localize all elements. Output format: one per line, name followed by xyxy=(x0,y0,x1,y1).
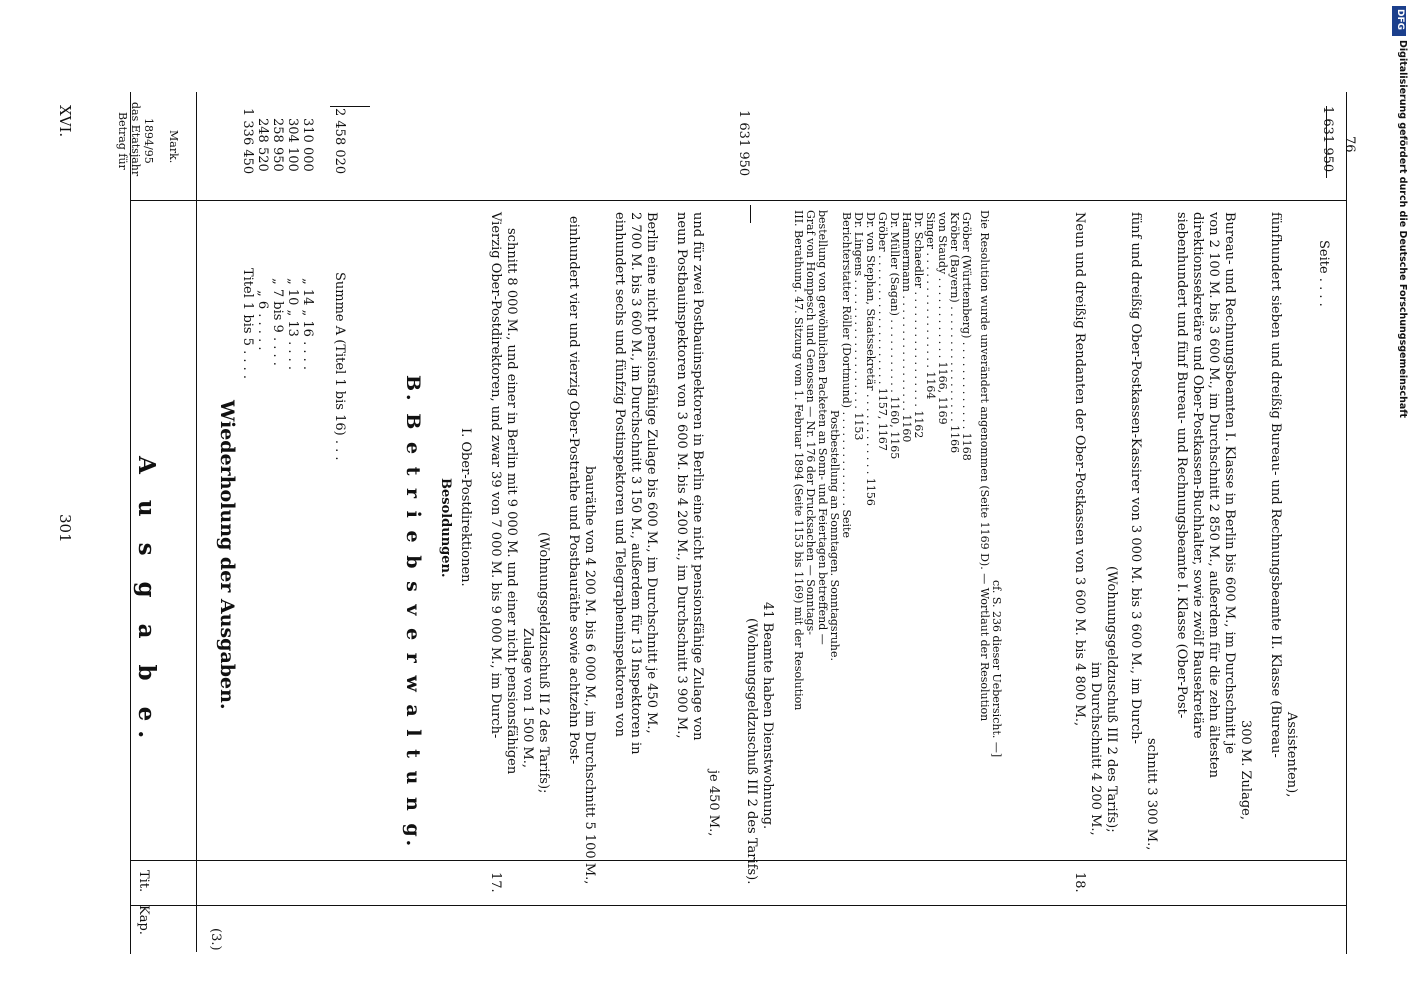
col-header-betrag-unit: Mark. xyxy=(167,130,180,164)
t17-dienstwohnung: 41 Beamte haben Dienstwohnung. xyxy=(760,602,775,830)
t18-line-4: fünf und dreißig Ober-Postkassen-Kassirer von 3 000 M. bis 3 600 M., im Durch- xyxy=(1128,212,1143,744)
kap-number: (3.) xyxy=(208,928,223,951)
note-line-8: Gröber . . . . . . . . . . . . . . . . . . . 1157, 1167 xyxy=(876,212,889,451)
t17-sum-value: 1 631 950 xyxy=(736,110,751,177)
recap-sum-rule xyxy=(330,106,370,107)
note-line-11: Dr. Schaedler . . . . . . . . . . . . . . . . . 1162 xyxy=(912,212,925,439)
t18-line-12: Assistenten), xyxy=(1284,712,1299,798)
recap-value-5: 310 000 xyxy=(300,118,315,172)
tit-18: 18. xyxy=(1072,872,1087,893)
title-recap: Wiederholung der Ausgaben. xyxy=(216,400,238,710)
footer-carry-tit: 76 xyxy=(1342,136,1357,153)
note-line-6: Dr. Lingens . . . . . . . . . . . . . . . . . . . 1153 xyxy=(852,212,865,441)
note-line-14: Kröber (Bayern) . . . . . . . . . . . . . . . . . 1166 xyxy=(948,212,961,454)
rule-tit-column xyxy=(130,905,1346,906)
col-header-tit: Tit. xyxy=(136,870,151,893)
section-b-besoldungen: Besoldungen. xyxy=(438,478,453,578)
digitization-note: Digitalisierung gefördert durch die Deutsche Forschungsgemeinschaft xyxy=(1397,40,1408,418)
t18-line-7: direktionssekretäre und Ober-Postkassen-Buchhalter, sowie zwölf Bausekretäre xyxy=(1190,212,1205,739)
recap-label-5: „ 14 „ 16 . . . . xyxy=(300,278,315,371)
tit-17: 17. xyxy=(488,872,503,893)
t17-line-1: Vierzig Ober-Postdirektoren, und zwar 39 von 7 000 M. bis 9 000 M., im Durch- xyxy=(488,212,503,739)
t17-wohnungsgeld: (Wohnungsgeldzuschuß III 2 des Tarifs). xyxy=(744,618,759,885)
t17-line-12: je 450 M., xyxy=(706,770,721,837)
t18-line-8: von 2 100 M. bis 3 600 M., im Durchschnitt 2 850 M., außerdem für die zehn ältesten xyxy=(1206,212,1221,778)
rule-betrag-column xyxy=(130,200,1346,201)
t18-line-3: (Wohnungsgeldzuschuß III 2 des Tarifs); xyxy=(1104,566,1119,833)
title-ausgabe: A u s g a b e. xyxy=(133,456,160,748)
t18-line-1: Neun und dreißig Rendanten der Ober-Postkassen von 3 600 M. bis 4 800 M., xyxy=(1072,212,1087,727)
note-line-13: von Staudy . . . . . . . . . . . . 1166, 1169 xyxy=(936,212,949,425)
page-number: 301 xyxy=(56,514,74,543)
note-line-5: Berichterstatter Röller (Dortmund) . . . . . . . . . . . . . . Seite xyxy=(840,212,853,538)
recap-sum-value: 2 458 020 xyxy=(332,108,347,175)
frame-line-left xyxy=(130,92,131,954)
section-b-sub-title: I. Ober-Postdirektionen. xyxy=(458,428,473,587)
t17-line-11: und für zwei Postbauinspektoren in Berlin eine nicht pensionsfähige Zulage von xyxy=(690,212,705,741)
recap-sum-label: Summe A (Titel 1 bis 16) . . . xyxy=(332,272,347,461)
frame-line-right xyxy=(1346,92,1347,954)
t17-line-2: schnitt 8 000 M., und einer in Berlin mit 9 000 M. und einer nicht pensionsfähigen xyxy=(504,228,519,775)
t17-line-4: (Wohnungsgeldzuschuß II 2 des Tarifs); xyxy=(536,532,551,794)
frame-line-header xyxy=(196,92,197,952)
note-line-3: bestellung von gewöhnlichen Packeten an Sonn- und Feiertagen betreffend — xyxy=(816,210,829,645)
t17-line-6: bauräthe von 4 200 M. bis 6 000 M., im Durchschnitt 5 100 M., xyxy=(582,466,597,885)
col-header-betrag-2: das Etatsjahr xyxy=(129,102,142,177)
note-line-4: Postbestellung an Sonntagen. Sonntagsruhe. xyxy=(828,410,841,662)
col-header-kap: Kap. xyxy=(136,905,151,935)
recap-label-2: „ 6 . . . . . xyxy=(255,290,270,351)
section-b-heading: B. B e t r i e b s v e r w a l t u n g. xyxy=(402,375,424,850)
section-roman: XVI. xyxy=(56,105,74,138)
recap-label-4: „ 10 „ 13 . . . . xyxy=(285,278,300,371)
t18-line-11: fünfhundert sieben und dreißig Bureau- und Rechnungsbeamte II. Klasse (Bureau- xyxy=(1268,212,1283,758)
note-line-7: Dr. von Stephan, Staatssekretär . . . . . . . . . . . . 1156 xyxy=(864,212,877,506)
note-line-15: Gröber (Württemberg) . . . . . . . . . . . . . 1168 xyxy=(960,212,973,461)
t17-line-10: neun Postbauinspektoren von 3 600 M. bis 4 200 M., im Durchschnitt 3 900 M., xyxy=(674,212,689,739)
note-line-10: Hammermann . . . . . . . . . . . . . . . . . 1160 xyxy=(900,212,913,443)
t17-line-7: einhundert sechs und fünfzig Postinspektoren und Telegrapheninspektoren von xyxy=(612,212,627,737)
note-line-1: III. Berathung. 47. Sitzung vom 1. Februar 1894 (Seite 1153 bis 1169) mit der Resolution xyxy=(792,210,805,711)
note-line-12: Singer . . . . . . . . . . . . . . . . . 1164 xyxy=(924,212,937,400)
t18-line-5: schnitt 3 300 M., xyxy=(1144,738,1159,851)
rule-text-column xyxy=(130,860,1346,861)
footer-seite-label: Seite . . . . xyxy=(1316,240,1331,307)
recap-label-1: Titel 1 bis 5 . . . . xyxy=(240,268,255,380)
digitization-sidebar xyxy=(1395,6,1408,418)
col-header-betrag-1: Betrag für xyxy=(116,112,129,170)
t17-sum-rule xyxy=(750,205,751,223)
note-line-2: Graf von Hompesch und Genossen — Nr. 176 der Drucksachen — Sonntags- xyxy=(804,210,817,635)
t18-line-10: 300 M. Zulage, xyxy=(1238,720,1253,820)
col-header-betrag-3: 1894/95 xyxy=(142,118,155,164)
recap-label-3: „ 7 bis 9 . . . . xyxy=(270,278,285,366)
t17-line-8: 2 700 M. bis 3 600 M., im Durchschnitt 3 150 M., außerdem für 13 Inspektoren in xyxy=(628,212,643,755)
recap-value-1: 1 336 450 xyxy=(240,108,255,175)
footer-carry-value: 1 631 950 xyxy=(1320,106,1335,173)
t17-line-3: Zulage von 1 500 M., xyxy=(520,628,535,769)
note-line-17: cf. S. 236 dieser Uebersicht. —] xyxy=(990,580,1003,758)
note-line-9: Dr. Müller (Sagan) . . . . . . . . . . . 1160, 1165 xyxy=(888,212,901,460)
t17-line-5: einhundert vier und vierzig Ober-Postrathe und Postbauräthe sowie achtzehn Post- xyxy=(566,216,581,765)
recap-value-3: 258 950 xyxy=(270,118,285,172)
t17-line-9: Berlin eine nicht pensionsfähige Zulage bis 600 M., im Durchschnitt je 450 M., xyxy=(644,212,659,734)
recap-value-4: 304 100 xyxy=(285,118,300,172)
t18-line-6: siebenhundert und fünf Bureau- und Rechnungsbeamte I. Klasse (Ober-Post- xyxy=(1174,212,1189,719)
note-line-16: Die Resolution wurde unverändert angenommen (Seite 1169 D). — Wortlaut der Resolution xyxy=(978,210,991,722)
t18-line-9: Bureau- und Rechnungsbeamten I. Klasse in Berlin bis 600 M., im Durchschnitt je xyxy=(1222,212,1237,754)
t18-line-2: im Durchschnitt 4 200 M., xyxy=(1088,662,1103,836)
dfg-logo-text: DFG xyxy=(1395,9,1405,31)
recap-value-2: 248 520 xyxy=(255,118,270,172)
